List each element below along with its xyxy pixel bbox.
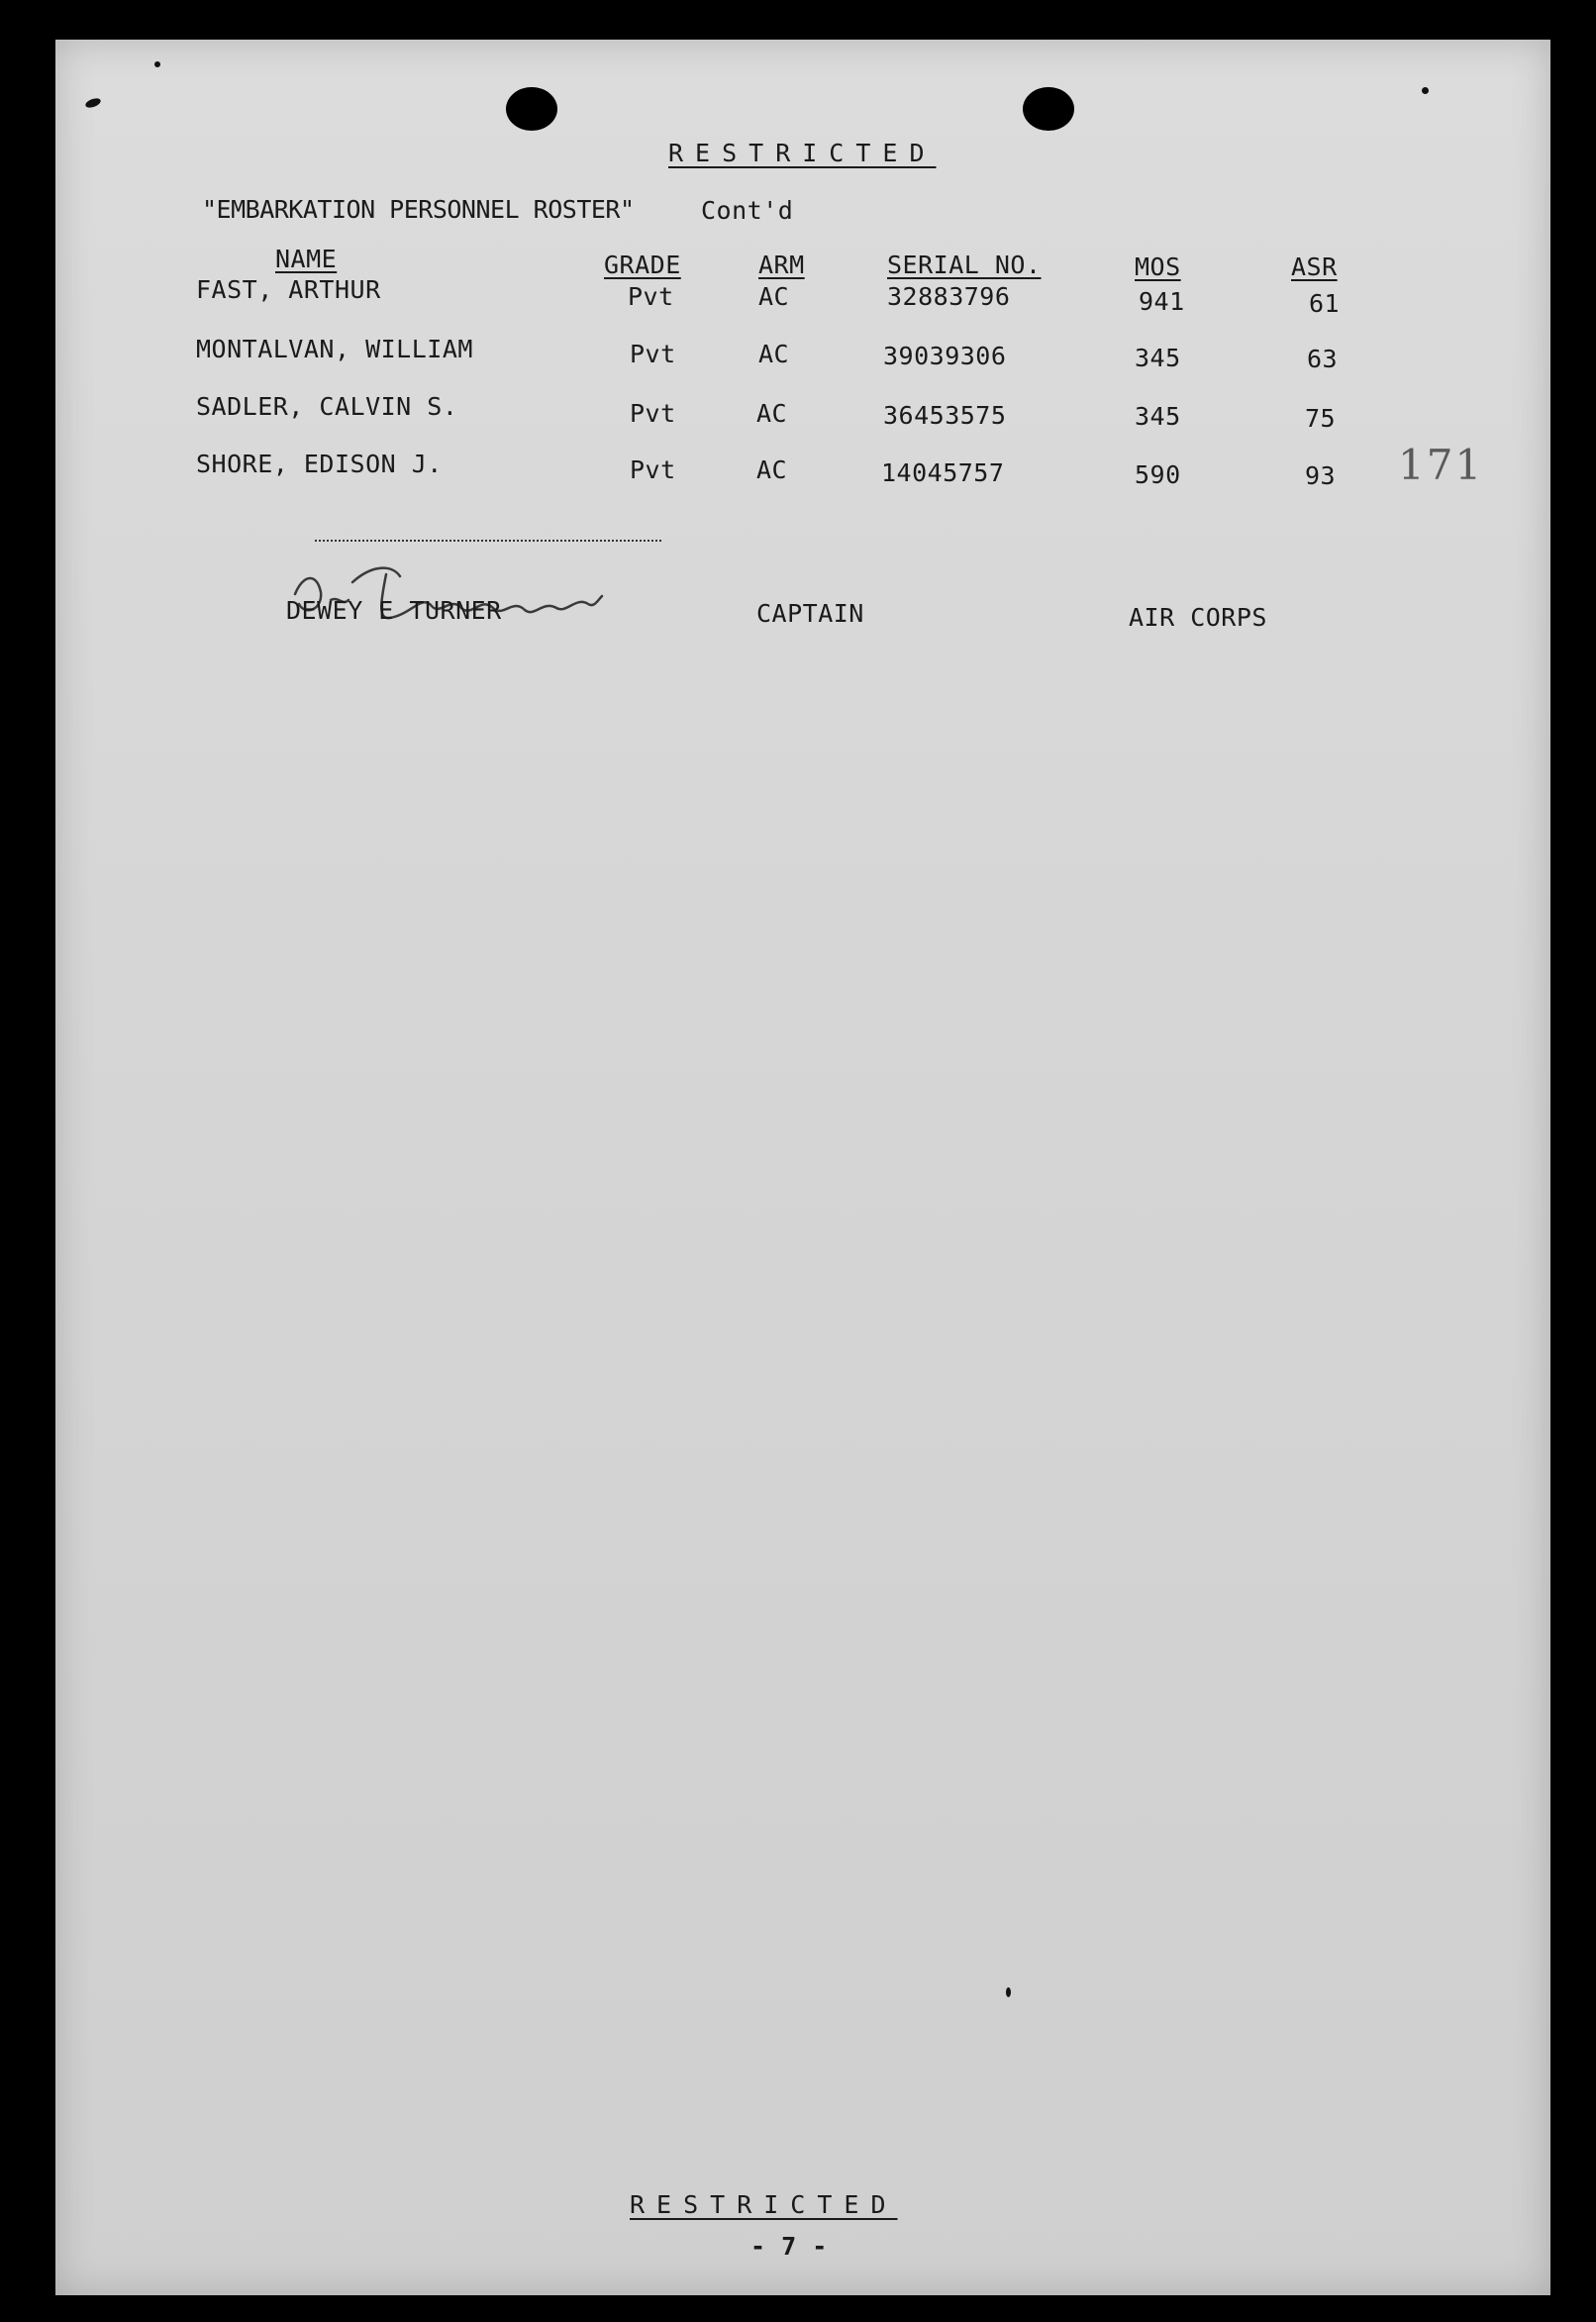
table-row-4-grade: Pvt: [630, 455, 676, 484]
table-row-1-name: FAST, ARTHUR: [196, 275, 381, 304]
document-title: "EMBARKATION PERSONNEL ROSTER": [202, 195, 635, 224]
table-row-4-asr: 93: [1305, 461, 1337, 490]
table-row-4-name: SHORE, EDISON J.: [196, 450, 443, 478]
table-row-2-serial: 39039306: [883, 342, 1007, 370]
table-row-1-mos: 941: [1139, 287, 1185, 316]
punch-hole-right: [1023, 87, 1074, 131]
table-row-3-grade: Pvt: [630, 399, 676, 428]
table-row-4-arm: AC: [756, 455, 788, 484]
table-row-3-name: SADLER, CALVIN S.: [196, 392, 458, 421]
signatory-branch: AIR CORPS: [1129, 603, 1267, 632]
classification-header: RESTRICTED: [668, 139, 937, 167]
table-row-1-grade: Pvt: [628, 282, 674, 311]
table-row-2-name: MONTALVAN, WILLIAM: [196, 335, 473, 363]
ink-speck: [84, 97, 102, 110]
table-row-1-serial: 32883796: [887, 282, 1011, 311]
document-page: [55, 40, 1550, 2295]
continued-label: Cont'd: [701, 196, 794, 225]
table-row-2-asr: 63: [1307, 345, 1339, 373]
table-row-3-mos: 345: [1135, 402, 1181, 431]
punch-hole-left: [506, 87, 557, 131]
ink-speck: [1006, 1987, 1011, 1997]
col-header-grade: GRADE: [604, 251, 681, 279]
table-row-3-arm: AC: [756, 399, 788, 428]
table-row-4-serial: 14045757: [881, 458, 1005, 487]
col-header-asr: ASR: [1291, 252, 1338, 281]
col-header-name: NAME: [275, 245, 338, 273]
page-number: - 7 -: [750, 2232, 828, 2261]
handwritten-signature: [283, 535, 699, 644]
table-row-1-arm: AC: [758, 282, 790, 311]
ink-speck: [1422, 87, 1429, 94]
ink-speck: [154, 61, 160, 67]
table-row-2-arm: AC: [758, 340, 790, 368]
col-header-mos: MOS: [1135, 252, 1181, 281]
col-header-arm: ARM: [758, 251, 805, 279]
table-row-3-serial: 36453575: [883, 401, 1007, 430]
classification-footer: RESTRICTED: [630, 2190, 898, 2219]
table-row-1-asr: 61: [1309, 289, 1341, 318]
signatory-rank: CAPTAIN: [756, 599, 864, 628]
signatory-name: DEWEY E TURNER: [286, 596, 502, 625]
col-header-serial: SERIAL NO.: [887, 251, 1042, 279]
table-row-2-grade: Pvt: [630, 340, 676, 368]
table-row-4-mos: 590: [1135, 460, 1181, 489]
table-row-3-asr: 75: [1305, 404, 1337, 433]
margin-note: 171: [1398, 441, 1484, 489]
table-row-2-mos: 345: [1135, 344, 1181, 372]
